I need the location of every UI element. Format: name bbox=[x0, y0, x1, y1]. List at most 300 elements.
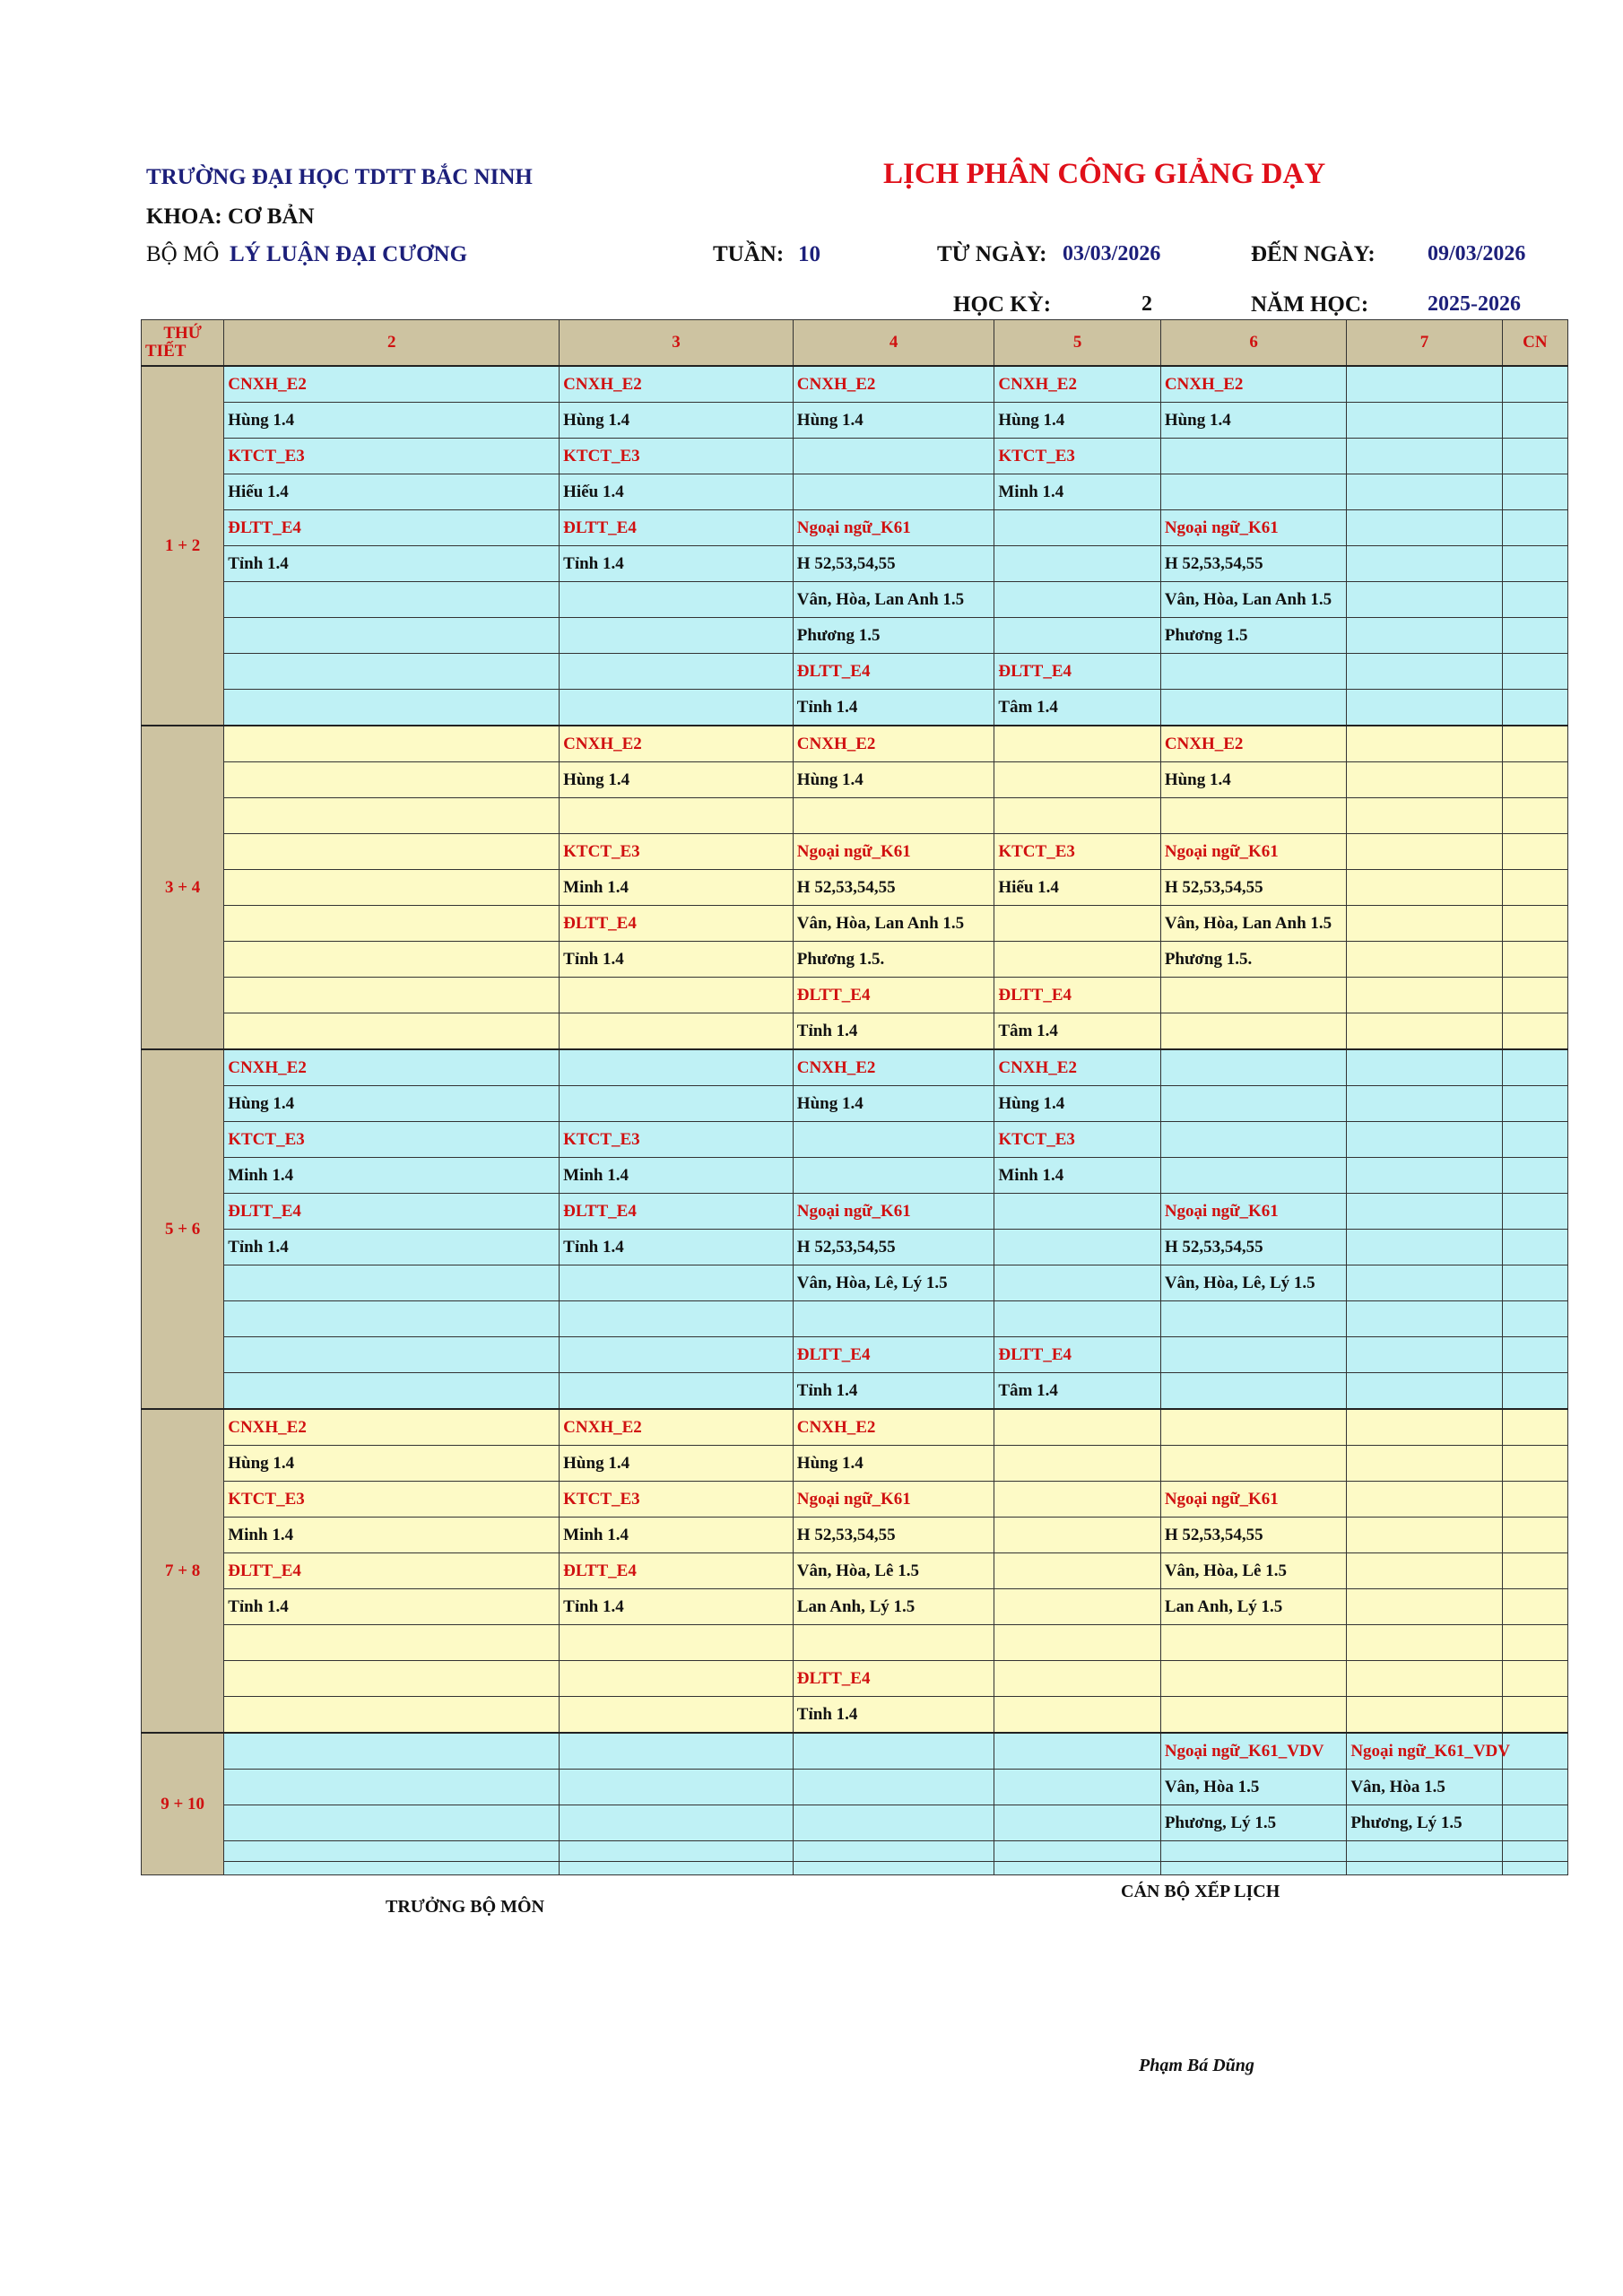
class-subject-cell: ĐLTT_E4 bbox=[994, 654, 1160, 690]
empty-cell bbox=[1347, 1409, 1502, 1446]
class-subject-cell: CNXH_E2 bbox=[560, 1409, 794, 1446]
empty-cell bbox=[1347, 1158, 1502, 1194]
class-detail-cell: Minh 1.4 bbox=[994, 474, 1160, 510]
empty-cell bbox=[1160, 1158, 1347, 1194]
class-detail-cell: Vân, Hòa, Lê 1.5 bbox=[1160, 1553, 1347, 1589]
class-subject-cell: CNXH_E2 bbox=[224, 1409, 560, 1446]
empty-cell bbox=[560, 690, 794, 726]
class-subject-cell: CNXH_E2 bbox=[994, 1049, 1160, 1086]
class-detail-cell: Vân, Hòa, Lan Anh 1.5 bbox=[793, 582, 994, 618]
schedule-row bbox=[142, 1158, 1568, 1194]
class-subject-cell: CNXH_E2 bbox=[560, 366, 794, 403]
schedule-row bbox=[142, 834, 1568, 870]
empty-cell bbox=[1502, 1409, 1567, 1446]
empty-cell bbox=[224, 582, 560, 618]
class-detail-cell: Minh 1.4 bbox=[224, 1518, 560, 1553]
empty-cell bbox=[560, 1373, 794, 1410]
empty-cell bbox=[1502, 762, 1567, 798]
empty-cell bbox=[1347, 1553, 1502, 1589]
empty-cell bbox=[1502, 1265, 1567, 1301]
empty-cell bbox=[1347, 1862, 1502, 1875]
day-header-7: 7 bbox=[1347, 320, 1502, 367]
empty-cell bbox=[560, 978, 794, 1013]
class-detail-cell: Vân, Hòa, Lê 1.5 bbox=[793, 1553, 994, 1589]
class-subject-cell: CNXH_E2 bbox=[793, 1049, 994, 1086]
class-subject-cell: CNXH_E2 bbox=[994, 366, 1160, 403]
empty-cell bbox=[224, 1697, 560, 1734]
class-subject-cell: ĐLTT_E4 bbox=[994, 1337, 1160, 1373]
empty-cell bbox=[994, 1194, 1160, 1230]
empty-cell bbox=[224, 1661, 560, 1697]
class-detail-cell: Hiếu 1.4 bbox=[224, 474, 560, 510]
class-subject-cell: KTCT_E3 bbox=[994, 439, 1160, 474]
empty-cell bbox=[994, 618, 1160, 654]
empty-cell bbox=[1502, 1841, 1567, 1862]
schedule-row bbox=[142, 1265, 1568, 1301]
empty-cell bbox=[994, 906, 1160, 942]
school-name: TRƯỜNG ĐẠI HỌC TDTT BẮC NINH bbox=[146, 165, 533, 189]
class-subject-cell: ĐLTT_E4 bbox=[793, 978, 994, 1013]
empty-cell bbox=[560, 1049, 794, 1086]
empty-cell bbox=[1160, 1661, 1347, 1697]
empty-cell bbox=[1502, 1337, 1567, 1373]
empty-cell bbox=[1160, 439, 1347, 474]
empty-cell bbox=[1502, 366, 1567, 403]
empty-cell bbox=[793, 1158, 994, 1194]
scheduler-label: CÁN BỘ XẾP LỊCH bbox=[1121, 1882, 1280, 1901]
empty-cell bbox=[994, 1862, 1160, 1875]
empty-cell bbox=[560, 1625, 794, 1661]
empty-cell bbox=[1502, 1013, 1567, 1050]
empty-cell bbox=[1502, 1446, 1567, 1482]
empty-cell bbox=[224, 1265, 560, 1301]
empty-cell bbox=[1347, 1841, 1502, 1862]
empty-cell bbox=[224, 798, 560, 834]
empty-cell bbox=[1160, 1122, 1347, 1158]
schedule-row bbox=[142, 474, 1568, 510]
empty-cell bbox=[1502, 1733, 1567, 1770]
empty-cell bbox=[1347, 1697, 1502, 1734]
class-subject-cell: ĐLTT_E4 bbox=[224, 510, 560, 546]
class-detail-cell: Minh 1.4 bbox=[224, 1158, 560, 1194]
class-detail-cell: Tỉnh 1.4 bbox=[793, 690, 994, 726]
schedule-row bbox=[142, 1482, 1568, 1518]
empty-cell bbox=[224, 1337, 560, 1373]
class-subject-cell: Ngoại ngữ_K61_VDV bbox=[1160, 1733, 1347, 1770]
class-detail-cell: Tỉnh 1.4 bbox=[560, 942, 794, 978]
empty-cell bbox=[1347, 978, 1502, 1013]
empty-cell bbox=[224, 834, 560, 870]
schedule-row bbox=[142, 403, 1568, 439]
class-subject-cell: CNXH_E2 bbox=[793, 366, 994, 403]
empty-cell bbox=[1347, 403, 1502, 439]
class-subject-cell: Ngoại ngữ_K61 bbox=[1160, 510, 1347, 546]
class-detail-cell: Hùng 1.4 bbox=[224, 403, 560, 439]
empty-cell bbox=[994, 1409, 1160, 1446]
empty-cell bbox=[560, 1337, 794, 1373]
class-detail-cell: Vân, Hòa 1.5 bbox=[1347, 1770, 1502, 1805]
empty-cell bbox=[994, 1697, 1160, 1734]
empty-cell bbox=[1502, 1518, 1567, 1553]
schedule-row bbox=[142, 1230, 1568, 1265]
class-detail-cell: Hùng 1.4 bbox=[793, 403, 994, 439]
empty-cell bbox=[560, 1265, 794, 1301]
schedule-row bbox=[142, 942, 1568, 978]
class-detail-cell: Hùng 1.4 bbox=[994, 403, 1160, 439]
empty-cell bbox=[1160, 1301, 1347, 1337]
class-subject-cell: CNXH_E2 bbox=[793, 726, 994, 762]
schedule-row bbox=[142, 1446, 1568, 1482]
empty-cell bbox=[1347, 1589, 1502, 1625]
from-date-label: TỪ NGÀY: bbox=[937, 242, 1047, 266]
class-subject-cell: CNXH_E2 bbox=[224, 1049, 560, 1086]
schedule-row bbox=[142, 1373, 1568, 1410]
class-detail-cell: H 52,53,54,55 bbox=[793, 870, 994, 906]
empty-cell bbox=[1347, 582, 1502, 618]
empty-cell bbox=[1502, 1625, 1567, 1661]
schedule-row bbox=[142, 978, 1568, 1013]
class-detail-cell: Tỉnh 1.4 bbox=[560, 1589, 794, 1625]
class-detail-cell: Phương 1.5. bbox=[1160, 942, 1347, 978]
week-label: TUẦN: bbox=[713, 242, 785, 266]
empty-cell bbox=[994, 546, 1160, 582]
class-detail-cell: Tỉnh 1.4 bbox=[224, 546, 560, 582]
empty-cell bbox=[1347, 1337, 1502, 1373]
class-subject-cell: Ngoại ngữ_K61 bbox=[1160, 1194, 1347, 1230]
empty-cell bbox=[793, 1805, 994, 1841]
class-subject-cell: Ngoại ngữ_K61 bbox=[793, 1482, 994, 1518]
schedule-row bbox=[142, 439, 1568, 474]
empty-cell bbox=[1160, 1625, 1347, 1661]
empty-cell bbox=[1347, 834, 1502, 870]
empty-cell bbox=[1347, 942, 1502, 978]
class-subject-cell: KTCT_E3 bbox=[994, 834, 1160, 870]
class-detail-cell: Phương 1.5 bbox=[793, 618, 994, 654]
class-subject-cell: ĐLTT_E4 bbox=[560, 1553, 794, 1589]
class-detail-cell: Hùng 1.4 bbox=[793, 1446, 994, 1482]
empty-cell bbox=[1502, 654, 1567, 690]
class-subject-cell: KTCT_E3 bbox=[994, 1122, 1160, 1158]
class-detail-cell: Tỉnh 1.4 bbox=[224, 1589, 560, 1625]
to-date-value: 09/03/2026 bbox=[1428, 242, 1526, 265]
empty-cell bbox=[793, 1770, 994, 1805]
class-subject-cell: ĐLTT_E4 bbox=[793, 1337, 994, 1373]
class-detail-cell: H 52,53,54,55 bbox=[793, 1518, 994, 1553]
class-detail-cell: Minh 1.4 bbox=[560, 1518, 794, 1553]
empty-cell bbox=[994, 1518, 1160, 1553]
empty-cell bbox=[1160, 690, 1347, 726]
schedule-row bbox=[142, 1770, 1568, 1805]
empty-cell bbox=[793, 474, 994, 510]
empty-cell bbox=[1502, 834, 1567, 870]
class-detail-cell: Tỉnh 1.4 bbox=[560, 546, 794, 582]
empty-cell bbox=[560, 1697, 794, 1734]
empty-cell bbox=[1347, 726, 1502, 762]
empty-cell bbox=[560, 1805, 794, 1841]
class-subject-cell: CNXH_E2 bbox=[224, 366, 560, 403]
class-detail-cell: Hùng 1.4 bbox=[793, 1086, 994, 1122]
day-header-2: 2 bbox=[224, 320, 560, 367]
empty-cell bbox=[1502, 798, 1567, 834]
empty-cell bbox=[1160, 1049, 1347, 1086]
schedule-row bbox=[142, 762, 1568, 798]
period-label: 9 + 10 bbox=[142, 1733, 224, 1875]
from-date-value: 03/03/2026 bbox=[1063, 242, 1161, 265]
empty-cell bbox=[994, 1733, 1160, 1770]
class-subject-cell: ĐLTT_E4 bbox=[560, 510, 794, 546]
empty-cell bbox=[1160, 654, 1347, 690]
class-detail-cell: Hùng 1.4 bbox=[560, 403, 794, 439]
day-header-3: 3 bbox=[560, 320, 794, 367]
empty-cell bbox=[224, 1733, 560, 1770]
class-subject-cell: ĐLTT_E4 bbox=[224, 1553, 560, 1589]
empty-cell bbox=[1347, 439, 1502, 474]
empty-cell bbox=[994, 582, 1160, 618]
empty-cell bbox=[994, 1805, 1160, 1841]
empty-cell bbox=[560, 1661, 794, 1697]
schedule-row bbox=[142, 1697, 1568, 1734]
schedule-row bbox=[142, 366, 1568, 403]
empty-cell bbox=[994, 1841, 1160, 1862]
empty-cell bbox=[1502, 1122, 1567, 1158]
schedule-row bbox=[142, 1049, 1568, 1086]
schedule-row bbox=[142, 510, 1568, 546]
empty-cell bbox=[560, 1013, 794, 1050]
class-detail-cell: Tâm 1.4 bbox=[994, 1373, 1160, 1410]
empty-cell bbox=[1502, 1553, 1567, 1589]
class-detail-cell: Hùng 1.4 bbox=[1160, 403, 1347, 439]
class-detail-cell: Hùng 1.4 bbox=[793, 762, 994, 798]
empty-cell bbox=[994, 1446, 1160, 1482]
corner-period-label: TIẾT bbox=[145, 342, 187, 361]
empty-cell bbox=[560, 618, 794, 654]
empty-cell bbox=[1160, 1446, 1347, 1482]
empty-cell bbox=[1347, 1194, 1502, 1230]
schedule-row bbox=[142, 582, 1568, 618]
empty-cell bbox=[1347, 1122, 1502, 1158]
class-detail-cell: Vân, Hòa, Lan Anh 1.5 bbox=[1160, 906, 1347, 942]
empty-cell bbox=[560, 1086, 794, 1122]
schedule-row bbox=[142, 1805, 1568, 1841]
empty-cell bbox=[1347, 1265, 1502, 1301]
class-detail-cell: Lan Anh, Lý 1.5 bbox=[793, 1589, 994, 1625]
schedule-row bbox=[142, 1553, 1568, 1589]
class-subject-cell: CNXH_E2 bbox=[1160, 366, 1347, 403]
empty-cell bbox=[1347, 1518, 1502, 1553]
empty-cell bbox=[1502, 1373, 1567, 1410]
empty-cell bbox=[1502, 1301, 1567, 1337]
empty-cell bbox=[1347, 546, 1502, 582]
empty-cell bbox=[1502, 546, 1567, 582]
class-detail-cell: H 52,53,54,55 bbox=[793, 546, 994, 582]
schedule-row bbox=[142, 870, 1568, 906]
empty-cell bbox=[1160, 1409, 1347, 1446]
class-subject-cell: CNXH_E2 bbox=[560, 726, 794, 762]
empty-cell bbox=[224, 762, 560, 798]
empty-cell bbox=[224, 1013, 560, 1050]
empty-cell bbox=[224, 654, 560, 690]
empty-cell bbox=[994, 726, 1160, 762]
week-value: 10 bbox=[798, 242, 820, 266]
to-date-label: ĐẾN NGÀY: bbox=[1251, 242, 1376, 266]
empty-cell bbox=[1160, 1697, 1347, 1734]
empty-cell bbox=[1347, 618, 1502, 654]
empty-cell bbox=[1347, 654, 1502, 690]
class-detail-cell: Vân, Hòa, Lan Anh 1.5 bbox=[793, 906, 994, 942]
empty-cell bbox=[1502, 1862, 1567, 1875]
empty-cell bbox=[1347, 762, 1502, 798]
empty-cell bbox=[224, 1805, 560, 1841]
day-header-5: 5 bbox=[994, 320, 1160, 367]
empty-cell bbox=[560, 1841, 794, 1862]
head-of-department-label: TRƯỞNG BỘ MÔN bbox=[386, 1897, 545, 1917]
empty-cell bbox=[994, 1265, 1160, 1301]
day-header-cn: CN bbox=[1502, 320, 1567, 367]
empty-cell bbox=[1347, 510, 1502, 546]
empty-cell bbox=[1347, 1482, 1502, 1518]
empty-cell bbox=[793, 1841, 994, 1862]
class-subject-cell: Ngoại ngữ_K61 bbox=[1160, 1482, 1347, 1518]
empty-cell bbox=[793, 1122, 994, 1158]
empty-cell bbox=[793, 1625, 994, 1661]
class-detail-cell: Vân, Hòa, Lan Anh 1.5 bbox=[1160, 582, 1347, 618]
schedule-row bbox=[142, 1122, 1568, 1158]
schedule-row bbox=[142, 1409, 1568, 1446]
year-label: NĂM HỌC: bbox=[1251, 292, 1369, 317]
class-detail-cell: Tỉnh 1.4 bbox=[224, 1230, 560, 1265]
empty-cell bbox=[994, 1482, 1160, 1518]
empty-cell bbox=[224, 1770, 560, 1805]
empty-cell bbox=[224, 1862, 560, 1875]
class-subject-cell: CNXH_E2 bbox=[793, 1409, 994, 1446]
class-detail-cell: Tỉnh 1.4 bbox=[793, 1697, 994, 1734]
schedule-row bbox=[142, 726, 1568, 762]
dept-name: LÝ LUẬN ĐẠI CƯƠNG bbox=[230, 242, 468, 266]
schedule-row bbox=[142, 1589, 1568, 1625]
class-detail-cell: Hùng 1.4 bbox=[224, 1086, 560, 1122]
schedule-row bbox=[142, 618, 1568, 654]
class-detail-cell: H 52,53,54,55 bbox=[793, 1230, 994, 1265]
schedule-row bbox=[142, 798, 1568, 834]
empty-cell bbox=[1502, 978, 1567, 1013]
class-detail-cell: Hùng 1.4 bbox=[994, 1086, 1160, 1122]
class-subject-cell: ĐLTT_E4 bbox=[560, 906, 794, 942]
empty-cell bbox=[224, 1841, 560, 1862]
empty-cell bbox=[1502, 618, 1567, 654]
empty-cell bbox=[994, 1661, 1160, 1697]
class-detail-cell: Tỉnh 1.4 bbox=[793, 1013, 994, 1050]
period-label: 3 + 4 bbox=[142, 726, 224, 1049]
day-header-6: 6 bbox=[1160, 320, 1347, 367]
empty-cell bbox=[793, 1301, 994, 1337]
class-subject-cell: ĐLTT_E4 bbox=[560, 1194, 794, 1230]
empty-cell bbox=[560, 654, 794, 690]
empty-cell bbox=[1347, 1230, 1502, 1265]
schedule-row bbox=[142, 1625, 1568, 1661]
schedule-row bbox=[142, 1301, 1568, 1337]
empty-cell bbox=[1160, 474, 1347, 510]
class-detail-cell: Phương 1.5. bbox=[793, 942, 994, 978]
empty-cell bbox=[224, 978, 560, 1013]
empty-cell bbox=[1502, 510, 1567, 546]
dept-prefix: BỘ MÔ bbox=[146, 242, 220, 266]
class-detail-cell: Hùng 1.4 bbox=[224, 1446, 560, 1482]
empty-cell bbox=[1347, 1086, 1502, 1122]
empty-cell bbox=[1160, 978, 1347, 1013]
empty-cell bbox=[1502, 1086, 1567, 1122]
class-detail-cell: Vân, Hòa, Lê, Lý 1.5 bbox=[793, 1265, 994, 1301]
class-subject-cell: Ngoại ngữ_K61 bbox=[793, 1194, 994, 1230]
empty-cell bbox=[224, 1373, 560, 1410]
class-subject-cell: KTCT_E3 bbox=[224, 1122, 560, 1158]
empty-cell bbox=[1502, 942, 1567, 978]
class-subject-cell: KTCT_E3 bbox=[224, 1482, 560, 1518]
period-label: 7 + 8 bbox=[142, 1409, 224, 1733]
class-detail-cell: Tâm 1.4 bbox=[994, 1013, 1160, 1050]
empty-cell bbox=[1502, 582, 1567, 618]
scheduler-signature-name: Phạm Bá Dũng bbox=[1139, 2056, 1254, 2075]
class-detail-cell: H 52,53,54,55 bbox=[1160, 1518, 1347, 1553]
empty-cell bbox=[224, 618, 560, 654]
empty-cell bbox=[994, 1770, 1160, 1805]
empty-cell bbox=[1160, 1841, 1347, 1862]
empty-cell bbox=[1347, 1625, 1502, 1661]
empty-cell bbox=[560, 798, 794, 834]
empty-cell bbox=[1502, 1770, 1567, 1805]
empty-cell bbox=[1502, 1482, 1567, 1518]
faculty-label: KHOA: CƠ BẢN bbox=[146, 204, 315, 229]
class-detail-cell: Hùng 1.4 bbox=[560, 1446, 794, 1482]
class-subject-cell: CNXH_E2 bbox=[1160, 726, 1347, 762]
empty-cell bbox=[994, 798, 1160, 834]
empty-cell bbox=[994, 510, 1160, 546]
period-label: 1 + 2 bbox=[142, 366, 224, 726]
schedule-row bbox=[142, 1733, 1568, 1770]
schedule-row bbox=[142, 1518, 1568, 1553]
year-value: 2025-2026 bbox=[1428, 292, 1521, 316]
class-subject-cell: ĐLTT_E4 bbox=[793, 1661, 994, 1697]
class-detail-cell: Hùng 1.4 bbox=[560, 762, 794, 798]
empty-cell bbox=[1347, 1373, 1502, 1410]
empty-cell bbox=[1160, 1862, 1347, 1875]
class-subject-cell: ĐLTT_E4 bbox=[224, 1194, 560, 1230]
empty-cell bbox=[224, 1301, 560, 1337]
class-detail-cell: Hùng 1.4 bbox=[1160, 762, 1347, 798]
empty-cell bbox=[224, 942, 560, 978]
schedule-row bbox=[142, 1337, 1568, 1373]
empty-cell bbox=[1160, 1373, 1347, 1410]
schedule-row bbox=[142, 906, 1568, 942]
empty-cell bbox=[994, 1230, 1160, 1265]
corner-day-label: THỨ bbox=[163, 324, 202, 343]
class-subject-cell: ĐLTT_E4 bbox=[994, 978, 1160, 1013]
empty-cell bbox=[1160, 798, 1347, 834]
class-subject-cell: KTCT_E3 bbox=[560, 1122, 794, 1158]
empty-cell bbox=[224, 726, 560, 762]
class-detail-cell: Hiếu 1.4 bbox=[560, 474, 794, 510]
empty-cell bbox=[1347, 798, 1502, 834]
period-label: 5 + 6 bbox=[142, 1049, 224, 1409]
empty-cell bbox=[1160, 1086, 1347, 1122]
class-detail-cell: Tỉnh 1.4 bbox=[560, 1230, 794, 1265]
empty-cell bbox=[1502, 1589, 1567, 1625]
empty-cell bbox=[1502, 1049, 1567, 1086]
schedule-row bbox=[142, 1194, 1568, 1230]
class-subject-cell: KTCT_E3 bbox=[560, 834, 794, 870]
empty-cell bbox=[560, 582, 794, 618]
semester-value: 2 bbox=[1141, 292, 1152, 316]
empty-cell bbox=[560, 1301, 794, 1337]
